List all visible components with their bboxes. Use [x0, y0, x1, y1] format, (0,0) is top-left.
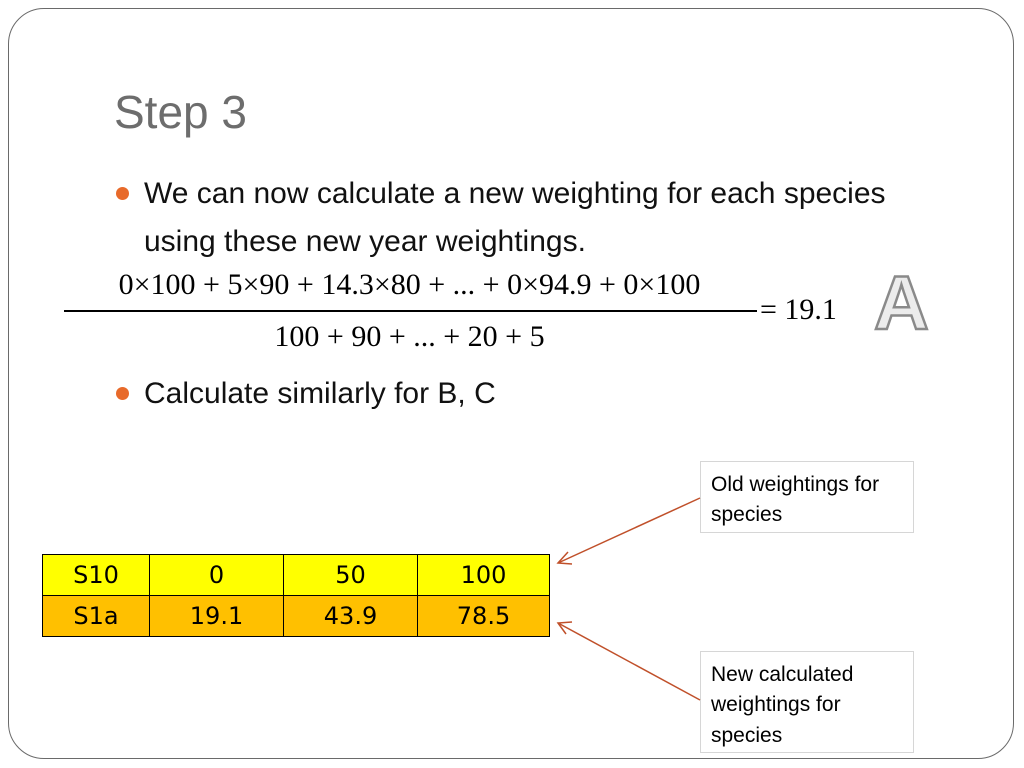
- table-cell: 19.1: [150, 596, 284, 637]
- table-cell: S1a: [43, 596, 150, 637]
- table-cell: 78.5: [418, 596, 550, 637]
- table-cell: 0: [150, 555, 284, 596]
- formula-result: = 19.1: [760, 293, 837, 326]
- table-cell: 43.9: [284, 596, 418, 637]
- formula-denominator: 100 + 90 + ... + 20 + 5: [274, 320, 545, 353]
- arrow-old-line: [558, 498, 700, 563]
- bullet-text: Calculate similarly for B, C: [144, 377, 496, 410]
- species-label: A: [874, 261, 929, 346]
- arrow-new-line: [558, 623, 700, 700]
- table-cell: 100: [418, 555, 550, 596]
- table-cell: 50: [284, 555, 418, 596]
- callout-old-weightings: Old weightings for species: [700, 461, 914, 533]
- callout-new-weightings: New calculated weightings for species: [700, 651, 914, 753]
- formula-numerator: 0×100 + 5×90 + 14.3×80 + ... + 0×94.9 + 0×100: [118, 268, 701, 301]
- table-cell: S10: [43, 555, 150, 596]
- bullet-text: We can now calculate a new weighting for each species using these new year weightings.: [144, 177, 886, 258]
- slide-title: Step 3: [114, 86, 247, 138]
